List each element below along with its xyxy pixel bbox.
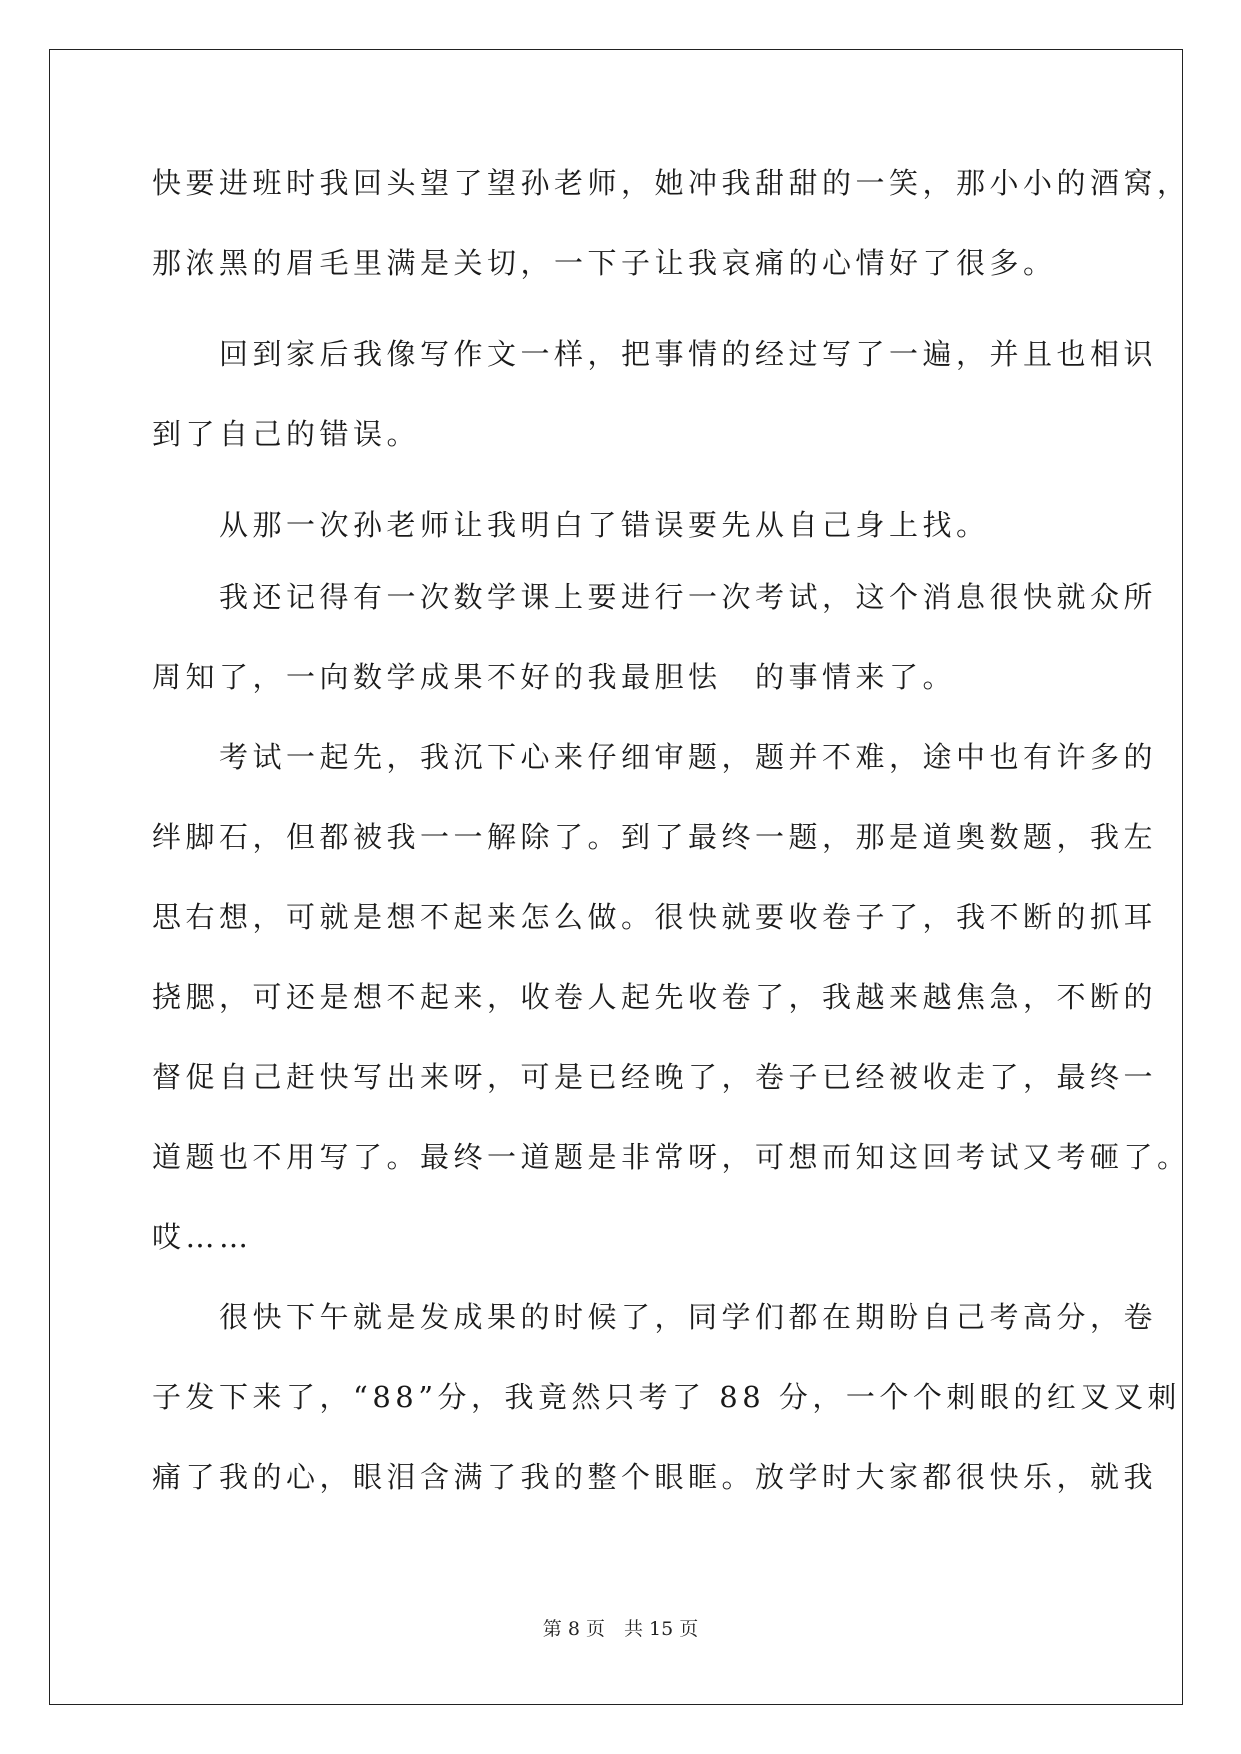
text-line: 痛了我的心，眼泪含满了我的整个眼眶。放学时大家都很快乐，就我 (152, 1460, 1158, 1494)
text-line: 从那一次孙老师让我明白了错误要先从自己身上找。 (152, 508, 990, 542)
text-line: 回到家后我像写作文一样，把事情的经过写了一遍，并且也相识 (152, 337, 1158, 371)
text-line: 思右想，可就是想不起来怎么做。很快就要收卷子了，我不断的抓耳 (152, 900, 1158, 934)
text-line: 道题也不用写了。最终一道题是非常呀，可想而知这回考试又考砸了。 (152, 1140, 1191, 1174)
text-line: 挠腮，可还是想不起来，收卷人起先收卷了，我越来越焦急，不断的 (152, 980, 1158, 1014)
text-line: 周知了，一向数学成果不好的我最胆怯 的事情来了。 (152, 660, 957, 694)
text-line: 哎…… (152, 1220, 253, 1254)
text-line: 那浓黑的眉毛里满是关切，一下子让我哀痛的心情好了很多。 (152, 246, 1057, 280)
text-line: 考试一起先，我沉下心来仔细审题，题并不难，途中也有许多的 (152, 740, 1158, 774)
text-line: 子发下来了，“88”分，我竟然只考了 88 分，一个个刺眼的红叉叉刺 (152, 1380, 1181, 1414)
page-footer: 第 8 页 共 15 页 (542, 1618, 699, 1640)
text-line: 我还记得有一次数学课上要进行一次考试，这个消息很快就众所 (152, 580, 1158, 614)
text-line: 督促自己赶快写出来呀，可是已经晚了，卷子已经被收走了，最终一 (152, 1060, 1158, 1094)
text-line: 快要进班时我回头望了望孙老师，她冲我甜甜的一笑，那小小的酒窝， (152, 166, 1191, 200)
text-line: 到了自己的错误。 (152, 417, 421, 451)
text-line: 绊脚石，但都被我一一解除了。到了最终一题，那是道奥数题，我左 (152, 820, 1158, 854)
text-line: 很快下午就是发成果的时候了，同学们都在期盼自己考高分，卷 (152, 1300, 1158, 1334)
